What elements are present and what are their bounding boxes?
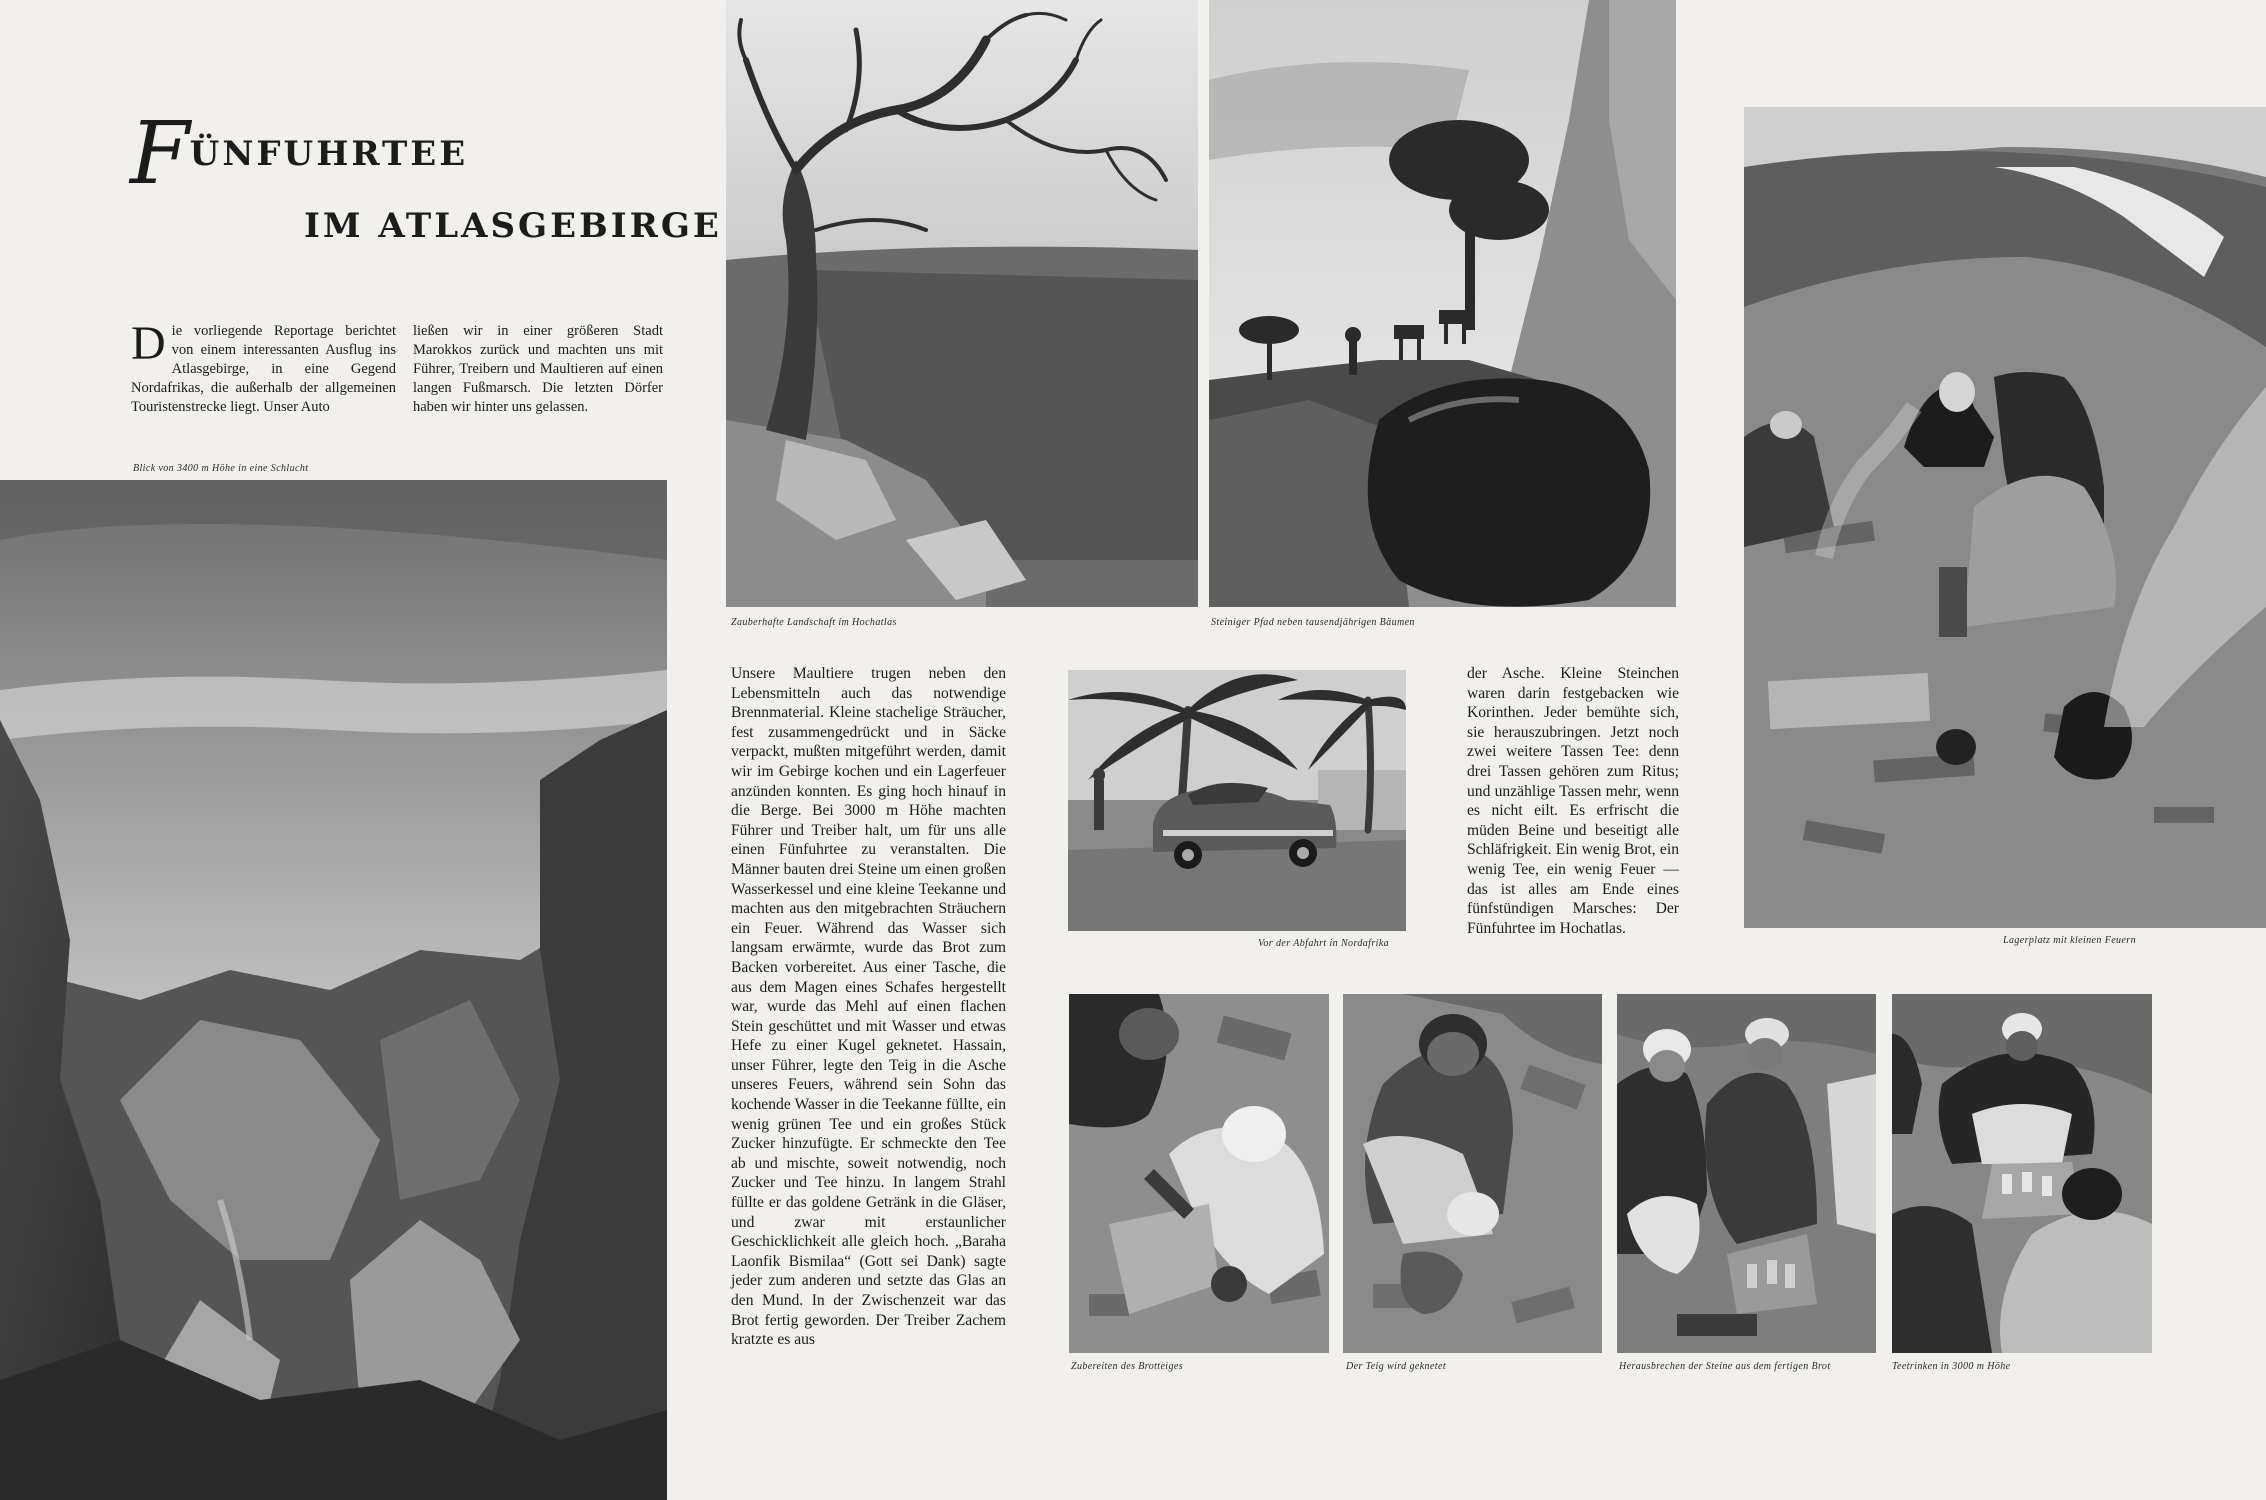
photo-stones <box>1617 994 1876 1353</box>
title-line-1-text: ÜNFUHRTEE <box>189 134 469 174</box>
caption-gorge: Blick von 3400 m Höhe in eine Schlucht <box>133 463 309 474</box>
photo-camp <box>1744 107 2266 928</box>
photo-car <box>1068 670 1406 931</box>
photo-path <box>1209 0 1676 607</box>
photo-dough <box>1069 994 1329 1353</box>
caption-car: Vor der Abfahrt in Nordafrika <box>1258 938 1390 949</box>
body-column-1: Unsere Maultiere trugen neben den Lebensmitteln auch das notwendige Brennmaterial. Kleine stachelige Sträucher, fest zusammengedrückt und in Säcke verpackt, mußten mitgeführt werden, damit wir im Gebirge kochen und ein Lagerfeuer anzünden konnten. Es ging hoch hinauf in die Berge. Bei 3000 m Höhe machten Führer und Treiber halt, um für uns alle einen Fünfuhrtee zu veranstalten. Die Männer bauten drei Steine um einen großen Wasserkessel und eine kleine Teekanne und machten aus den mitgebrachten Sträuchern ein Feuer. Während das Wasser sich langsam erwärmte, wurde das Brot zum Backen vorbereitet. Aus einer Tasche, die aus dem Magen eines Schafes hergestellt war, wurde das Mehl auf einen flachen Stein geschüttet und mit Wasser und etwas Hefe zu einer Kugel geknetet. Hassain, unser Führer, legte den Teig in die Asche unseres Feuers, während sein Sohn das kochende Wasser in die Teekanne füllte, ein wenig grünen Tee und ein großes Stück Zucker hinzufügte. Er schmeckte den Tee ab und mischte, soweit notwendig, noch Zucker und Tee hinzu. In langem Strahl füllte er das goldene Getränk in die Gläser, und zwar mit erstaunlicher Geschicklichkeit alle gleich hoch. „Baraha Laonfik Bismilaa“ (Gott sei Dank) sagte jeder zum anderen und setzte das Glas an den Mund. In der Zwischenzeit war das Brot fertig geworden. Der Treiber Zachem kratzte es aus <box>731 665 1006 1349</box>
caption-path: Steiniger Pfad neben tausendjährigen Bäumen <box>1211 617 1415 628</box>
photo-knead <box>1343 994 1602 1353</box>
title-line-1 <box>130 104 468 204</box>
caption-tree: Zauberhafte Landschaft im Hochatlas <box>731 617 897 628</box>
photo-tree <box>726 0 1198 607</box>
intro-column-2: ließen wir in einer größeren Stadt Marokkos zurück und machten uns mit Führer, Treibern und Maultieren auf einen langen Fußmarsch. Die letzten Dörfer haben wir hinter uns gelassen. <box>413 323 663 415</box>
caption-stones: Herausbrechen der Steine aus dem fertigen Brot <box>1619 1361 1831 1372</box>
title-line-2: IM ATLASGEBIRGE <box>304 206 722 246</box>
title-initial: F <box>130 104 190 204</box>
intro-column-1 <box>131 317 396 417</box>
caption-knead: Der Teig wird geknetet <box>1346 1361 1446 1372</box>
page-title <box>130 104 722 264</box>
drop-cap: D <box>131 317 166 370</box>
caption-tea: Teetrinken in 3000 m Höhe <box>1892 1361 2011 1372</box>
caption-dough: Zubereiten des Brotteiges <box>1071 1361 1184 1372</box>
intro-text-1: ie vorliegende Reportage berichtet von einem interessanten Ausflug ins Atlasgebirge, in eine Gegend Nordafrikas, die außerhalb der allgemeinen Touristenstrecke liegt. Unser Auto <box>131 323 396 415</box>
caption-camp: Lagerplatz mit kleinen Feuern <box>2003 935 2136 946</box>
photo-tea <box>1892 994 2152 1353</box>
photo-gorge <box>0 480 667 1500</box>
body-column-2: der Asche. Kleine Steinchen waren darin festgebacken wie Korinthen. Jeder bemühte sich, sie herauszubringen. Jetzt noch zwei weitere Tassen Tee: denn drei Tassen gehören zum Ritus; und unzählige Tassen mehr, wenn es nicht eilt. Es erfrischt die müden Beine und beseitigt alle Schläfrigkeit. Ein wenig Brot, ein wenig Tee, ein wenig Feuer — das ist alles am Ende eines fünfstündigen Marsches: Der Fünfuhrtee im Hochatlas. <box>1467 665 1679 937</box>
